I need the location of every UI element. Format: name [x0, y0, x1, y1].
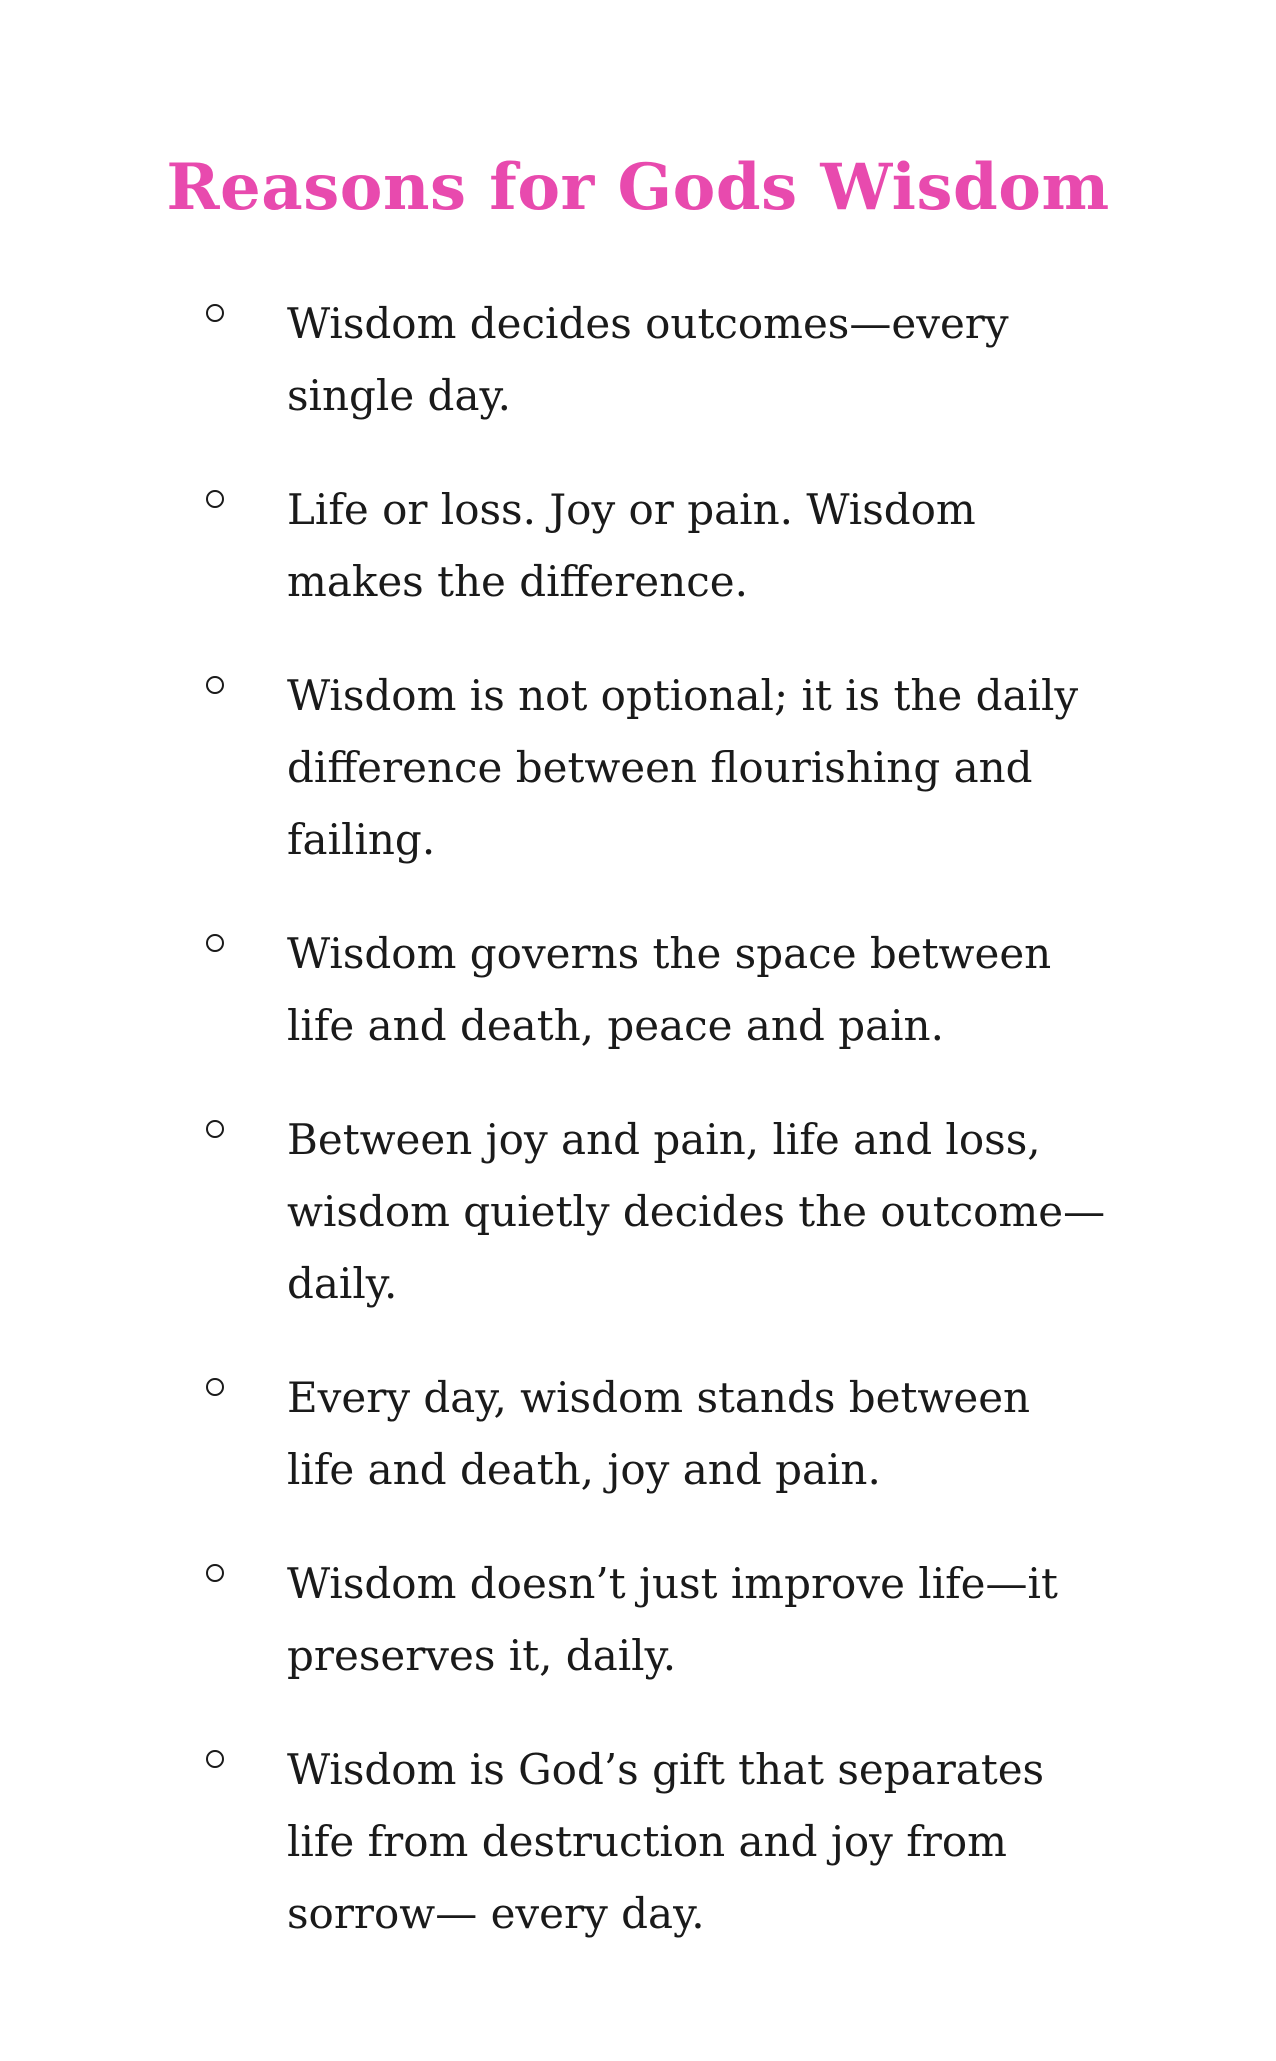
list-item — [0, 474, 1276, 618]
list-item — [0, 918, 1276, 1062]
hollow-circle-bullet-icon — [206, 1378, 224, 1396]
list-item — [0, 1104, 1276, 1320]
list-item — [0, 1548, 1276, 1692]
list-item-text: Between joy and pain, life and loss, wisdom quietly decides the outcome— daily. — [287, 1115, 1106, 1308]
hollow-circle-bullet-icon — [206, 1750, 224, 1768]
list-item — [0, 660, 1276, 876]
hollow-circle-bullet-icon — [206, 676, 224, 694]
hollow-circle-bullet-icon — [206, 490, 224, 508]
hollow-circle-bullet-icon — [206, 304, 224, 322]
list-item-text: Wisdom decides outcomes—every single day. — [287, 299, 1009, 420]
reasons-list — [0, 288, 1276, 1992]
list-item-text: Every day, wisdom stands between life and death, joy and pain. — [287, 1373, 1031, 1494]
list-item — [0, 1734, 1276, 1950]
hollow-circle-bullet-icon — [206, 934, 224, 952]
list-item-text: Life or loss. Joy or pain. Wisdom makes the difference. — [287, 485, 976, 606]
hollow-circle-bullet-icon — [206, 1120, 224, 1138]
hollow-circle-bullet-icon — [206, 1564, 224, 1582]
list-item-text: Wisdom is not optional; it is the daily difference between flourishing and failing. — [287, 671, 1079, 864]
list-item-text: Wisdom is God’s gift that separates life from destruction and joy from sorrow— every day. — [287, 1745, 1045, 1938]
page-title: Reasons for Gods Wisdom — [166, 150, 1110, 225]
list-item — [0, 288, 1276, 432]
list-item — [0, 1362, 1276, 1506]
list-item-text: Wisdom governs the space between life and death, peace and pain. — [287, 929, 1052, 1050]
list-item-text: Wisdom doesn’t just improve life—it preserves it, daily. — [287, 1559, 1058, 1680]
